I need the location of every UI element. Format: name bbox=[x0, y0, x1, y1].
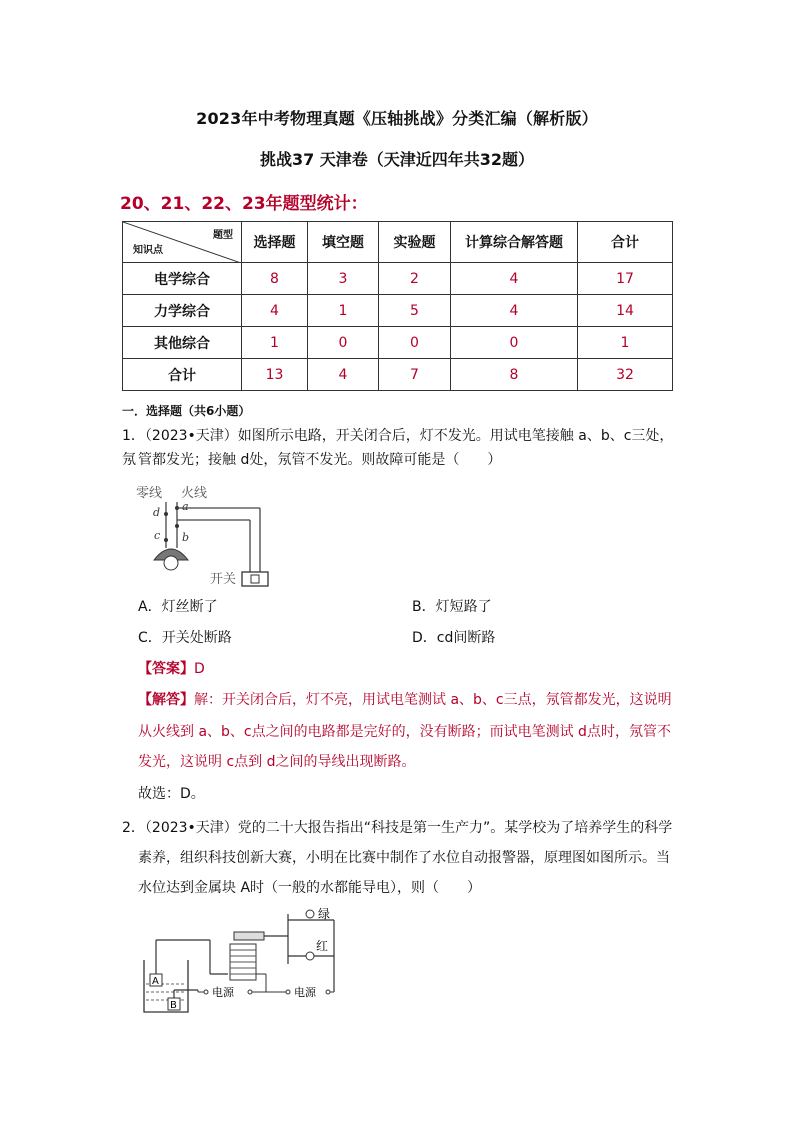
q2-stem-line2: 素养，组织科技创新大赛，小明在比赛中制作了水位自动报警器，原理图如图所示。当 bbox=[138, 850, 670, 866]
q1-analysis-line1 bbox=[138, 688, 693, 712]
section-title: 一．选择题（共6小题） bbox=[122, 404, 251, 418]
fig-label-d: d bbox=[153, 506, 161, 519]
fig-label-a: a bbox=[182, 500, 189, 513]
table-row bbox=[123, 263, 673, 295]
cell: 14 bbox=[578, 295, 673, 327]
fig-red-label: 红 bbox=[316, 939, 329, 953]
switch-icon bbox=[242, 572, 268, 586]
row-label: 电学综合 bbox=[123, 263, 242, 295]
cell: 4 bbox=[451, 263, 578, 295]
red-lamp-icon bbox=[306, 952, 314, 960]
cell: 2 bbox=[379, 263, 451, 295]
fig-switch-label: 开关 bbox=[210, 572, 237, 587]
q1-option-a[interactable]: A．灯丝断了 bbox=[138, 599, 218, 615]
q1-stem-line2: 管都发光；接触 d处，氖管不发光。则故障可能是（ ） bbox=[138, 452, 502, 468]
cell: 5 bbox=[379, 295, 451, 327]
answer-value: D bbox=[194, 661, 205, 677]
analysis-label: 【解答】 bbox=[138, 692, 194, 708]
corner-header bbox=[123, 222, 242, 263]
paper-subtitle: 挑战37 天津卷（天津近四年共32题） bbox=[259, 150, 535, 169]
row-label: 力学综合 bbox=[123, 295, 242, 327]
fig-neutral-label: 零线 bbox=[136, 486, 163, 501]
q2-alarm-figure bbox=[138, 904, 358, 1016]
corner-bottom-label: 知识点 bbox=[133, 245, 163, 256]
cell: 8 bbox=[451, 359, 578, 391]
q1-analysis-line3: 发光，这说明 c点到 d之间的导线出现断路。 bbox=[138, 754, 416, 770]
fig-label-b: b bbox=[182, 531, 190, 544]
corner-top-label: 题型 bbox=[213, 230, 233, 241]
col-header: 计算综合解答题 bbox=[451, 222, 578, 263]
q1-answer bbox=[138, 657, 693, 681]
paper-title: 2023年中考物理真题《压轴挑战》分类汇编（解析版） bbox=[196, 109, 598, 128]
cell: 0 bbox=[451, 327, 578, 359]
table-row bbox=[123, 327, 673, 359]
fig-block-b: B bbox=[170, 1000, 177, 1011]
q1-stem-line1: 1．（2023•天津）如图所示电路，开关闭合后，灯不发光。用试电笔接触 a、b、c三处，氖 bbox=[122, 428, 674, 468]
cell: 4 bbox=[242, 295, 308, 327]
q1-option-d[interactable]: D．cd间断路 bbox=[412, 630, 496, 646]
cell: 8 bbox=[242, 263, 308, 295]
fig-green-label: 绿 bbox=[318, 907, 331, 921]
analysis-text: 解：开关闭合后，灯不亮，用试电笔测试 a、b、c三点，氖管都发光，这说明 bbox=[194, 692, 672, 708]
fig-power-2: 电源 bbox=[294, 986, 316, 999]
answer-label: 【答案】 bbox=[138, 661, 194, 677]
cell: 0 bbox=[379, 327, 451, 359]
cell: 13 bbox=[242, 359, 308, 391]
q1-option-c[interactable]: C．开关处断路 bbox=[138, 630, 232, 646]
col-header: 填空题 bbox=[308, 222, 379, 263]
col-header: 选择题 bbox=[242, 222, 308, 263]
cell: 0 bbox=[308, 327, 379, 359]
cell: 3 bbox=[308, 263, 379, 295]
row-label: 合计 bbox=[123, 359, 242, 391]
cell: 1 bbox=[242, 327, 308, 359]
cell: 1 bbox=[308, 295, 379, 327]
fig-live-label: 火线 bbox=[181, 486, 208, 501]
col-header: 合计 bbox=[578, 222, 673, 263]
green-lamp-icon bbox=[306, 910, 314, 918]
cell: 17 bbox=[578, 263, 673, 295]
cell: 4 bbox=[451, 295, 578, 327]
q2-stem-line3: 水位达到金属块 A时（一般的水都能导电），则（ ） bbox=[138, 880, 482, 896]
fig-block-a: A bbox=[152, 976, 159, 987]
cell: 7 bbox=[379, 359, 451, 391]
row-label: 其他综合 bbox=[123, 327, 242, 359]
col-header: 实验题 bbox=[379, 222, 451, 263]
fig-label-c: c bbox=[154, 529, 161, 542]
q1-analysis-line2: 从火线到 a、b、c点之间的电路都是完好的，没有断路；而试电笔测试 d点时，氖管不 bbox=[138, 724, 671, 740]
cell: 1 bbox=[578, 327, 673, 359]
cell: 32 bbox=[578, 359, 673, 391]
table-row bbox=[123, 295, 673, 327]
q1-choose: 故选：D。 bbox=[138, 786, 205, 802]
fig-power-1: 电源 bbox=[212, 986, 234, 999]
q1-circuit-figure bbox=[134, 480, 284, 588]
table-row bbox=[123, 359, 673, 391]
stats-table bbox=[122, 221, 673, 391]
stats-heading: 20、21、22、23年题型统计： bbox=[120, 194, 368, 214]
q2-stem-line1: 2．（2023•天津）党的二十大报告指出“科技是第一生产力”。某学校为了培养学生的科学 bbox=[122, 820, 673, 836]
cell: 4 bbox=[308, 359, 379, 391]
q1-option-b[interactable]: B．灯短路了 bbox=[412, 599, 492, 615]
